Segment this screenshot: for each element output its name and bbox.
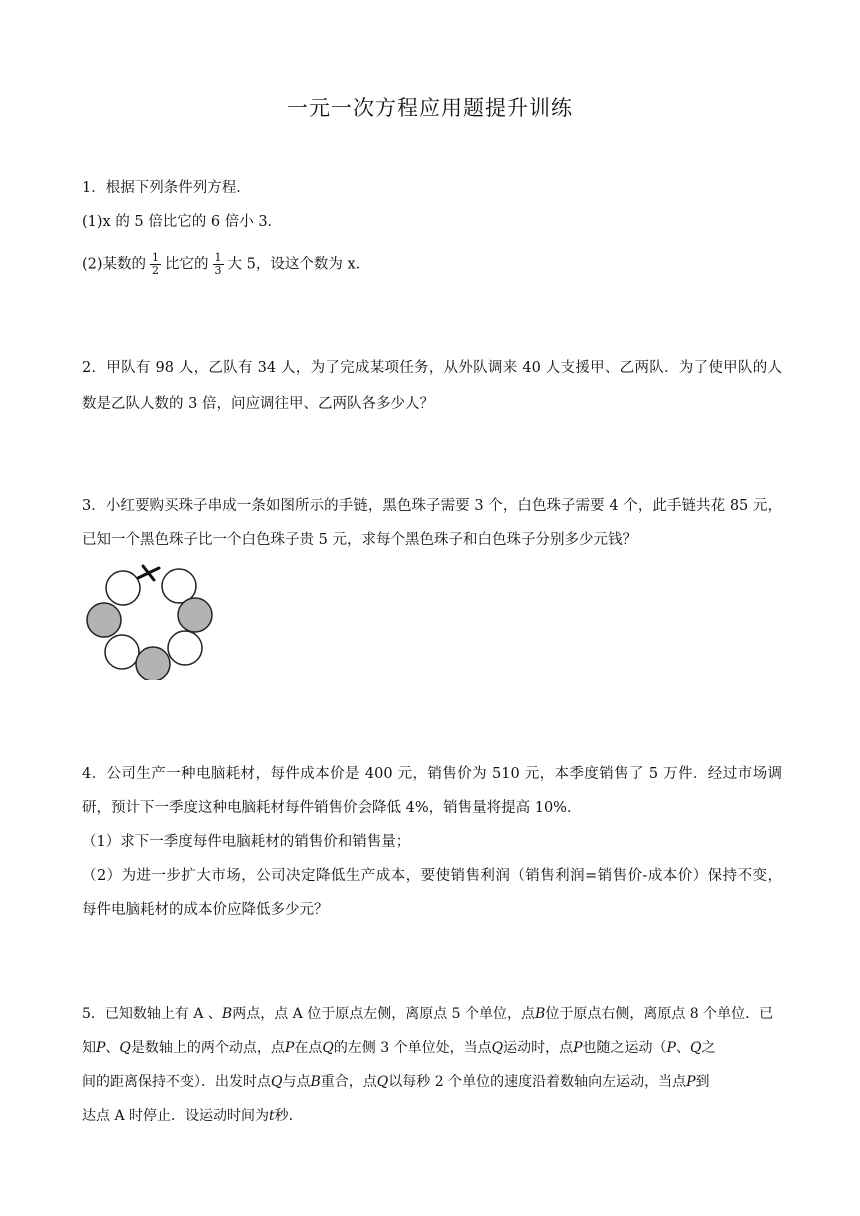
q1-part2-text-c: 大 5，设这个数为 x．	[227, 256, 371, 273]
q5-text: 是数轴上的两个动点，点	[130, 1040, 285, 1056]
q5-line4	[82, 1106, 782, 1126]
bracelet-figure	[82, 560, 222, 680]
q5-text: 、	[105, 1040, 120, 1056]
point-b-var: B	[221, 1006, 233, 1022]
q2-line1: 2．甲队有 98 人，乙队有 34 人，为了完成某项任务，从外队调来 40 人支援甲、乙两队．为了使甲队的人	[82, 360, 782, 376]
gray-bead	[87, 603, 121, 637]
q5-line3	[82, 1072, 782, 1092]
q4-line2: 研，预计下一季度这种电脑耗材每件销售价会降低 4%，销售量将提高 10%．	[82, 800, 582, 816]
point-q-var: Q	[271, 1074, 283, 1090]
fraction-numerator: 1	[214, 251, 222, 264]
q5-text: 也随之运动（	[582, 1040, 667, 1056]
white-bead	[168, 631, 202, 665]
q5-text: 位于原点右侧，离原点 8 个单位．已	[545, 1006, 774, 1022]
q4-line3: （1）求下一季度每件电脑耗材的销售价和销售量；	[82, 834, 411, 850]
q5-text: 之	[701, 1040, 716, 1056]
q5-text: 5．已知数轴上有 A 、	[82, 1006, 222, 1022]
point-p-var: P	[284, 1040, 295, 1056]
q5-text: 以每秒 2 个单位的速度沿着数轴向左运动，当点	[388, 1074, 687, 1090]
clasp-cross-icon	[138, 566, 159, 580]
q3-line1: 3．小红要购买珠子串成一条如图所示的手链，黑色珠子需要 3 个，白色珠子需要 4 个，此手链共花 85 元，	[82, 498, 782, 514]
q2-line2: 数是乙队人数的 3 倍，问应调往甲、乙两队各多少人？	[82, 396, 434, 412]
q3-line2: 已知一个黑色珠子比一个白色珠子贵 5 元，求每个黑色珠子和白色珠子分别多少元钱？	[82, 532, 637, 548]
fraction-numerator: 1	[152, 251, 160, 264]
q5-text: 的左侧 3 个单位处，当点	[333, 1040, 492, 1056]
q5-text: 两点，点 A 位于原点左侧，离原点 5 个单位，点	[232, 1006, 536, 1022]
q5-text: 重合，点	[320, 1074, 377, 1090]
point-q-var: Q	[689, 1040, 702, 1056]
q5-text: 间的距离保持不变）．出发时点	[82, 1074, 271, 1090]
q5-text: 在点	[294, 1040, 323, 1056]
q4-line4: （2）为进一步扩大市场，公司决定降低生产成本，要使销售利润（销售利润=销售价-成本价）保持不变，	[82, 868, 782, 884]
fraction-one-half	[150, 252, 161, 277]
fraction-denominator: 2	[152, 264, 160, 277]
point-p-var: P	[96, 1040, 106, 1056]
q1-part2-text-a: (2)某数的	[82, 256, 147, 273]
q1-part2	[82, 252, 782, 277]
point-q-var: Q	[119, 1040, 131, 1056]
q5-line2	[82, 1038, 782, 1058]
point-q-var: Q	[491, 1040, 504, 1056]
q5-text: 运动时，点	[503, 1040, 574, 1056]
point-b-var: B	[310, 1074, 321, 1090]
point-b-var: B	[535, 1006, 546, 1022]
q5-text: 达点 A 时停止．设运动时间为	[82, 1108, 270, 1124]
q1-part2-text-b: 比它的	[165, 256, 209, 273]
q1-stem: 1．根据下列条件列方程．	[82, 180, 251, 196]
time-var: t	[269, 1108, 275, 1124]
q5-line1	[82, 1004, 782, 1024]
q5-text: 秒．	[274, 1108, 303, 1124]
gray-bead	[136, 647, 170, 680]
white-bead	[106, 571, 140, 605]
q5-text: 知	[82, 1040, 96, 1056]
q5-text: 到	[695, 1074, 710, 1090]
page-title: 一元一次方程应用题提升训练	[287, 96, 573, 120]
q4-line5: 每件电脑耗材的成本价应降低多少元？	[82, 902, 329, 918]
point-p-var: P	[666, 1040, 676, 1056]
fraction-denominator: 3	[214, 264, 222, 277]
point-p-var: P	[686, 1074, 696, 1090]
white-bead	[105, 635, 139, 669]
point-q-var: Q	[322, 1040, 334, 1056]
gray-bead	[178, 598, 212, 632]
q5-text: 与点	[282, 1074, 311, 1090]
fraction-one-third	[213, 252, 224, 277]
q4-line1: 4．公司生产一种电脑耗材，每件成本价是 400 元，销售价为 510 元，本季度销售了 5 万件．经过市场调	[82, 766, 782, 782]
bracelet-beads	[87, 569, 212, 680]
point-p-var: P	[573, 1040, 583, 1056]
point-q-var: Q	[376, 1074, 389, 1090]
q5-text: 、	[675, 1040, 690, 1056]
q1-part1: (1)x 的 5 倍比它的 6 倍小 3．	[82, 214, 283, 230]
